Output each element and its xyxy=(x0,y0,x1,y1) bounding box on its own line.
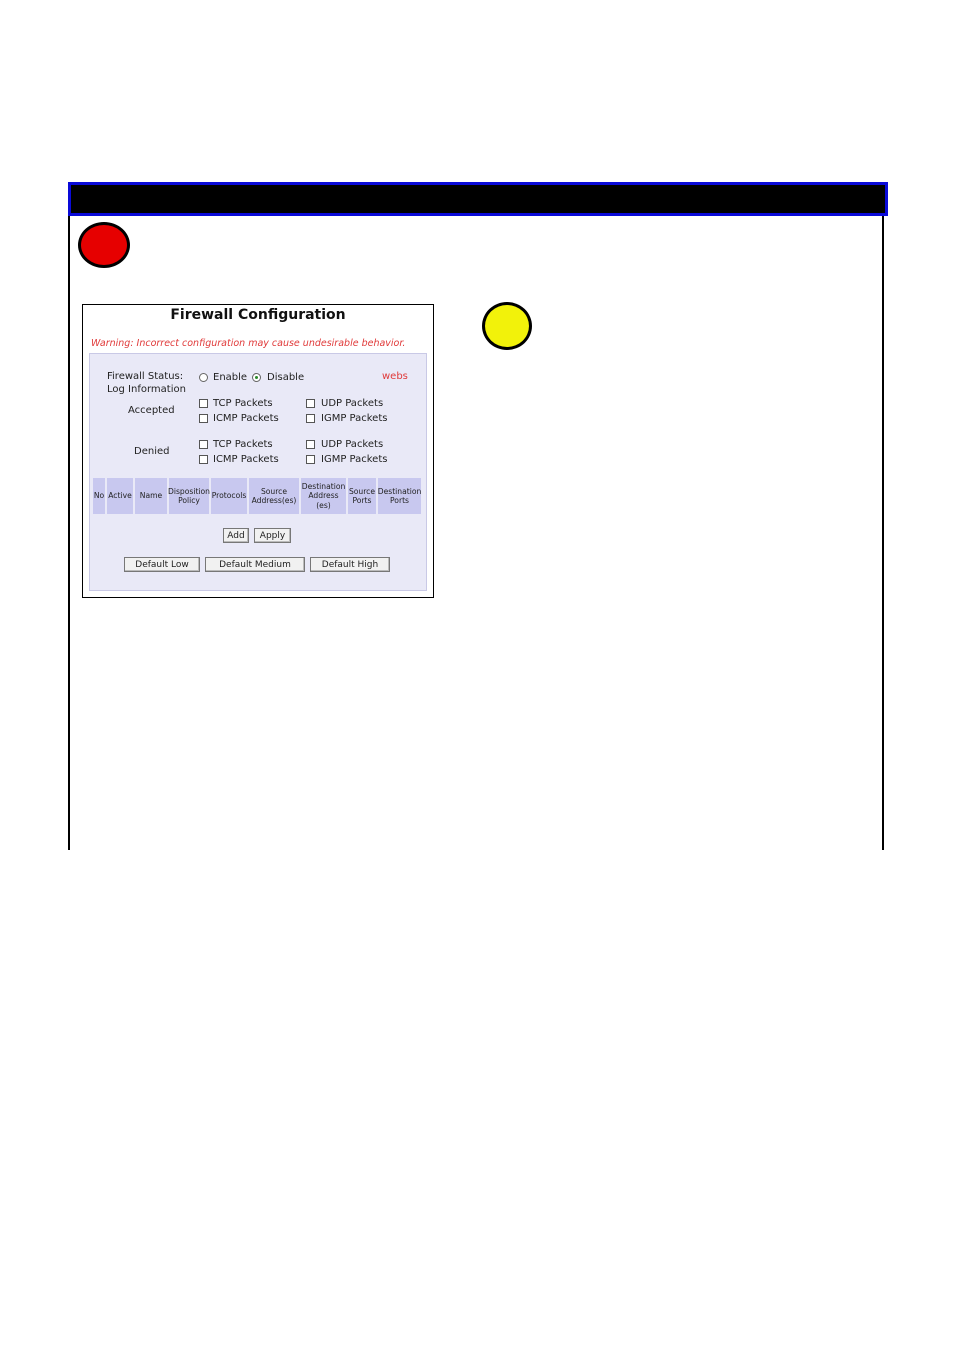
default-high-button[interactable]: Default High xyxy=(310,557,390,572)
denied-tcp-label: TCP Packets xyxy=(213,439,273,450)
firewall-status-label: Firewall Status: xyxy=(107,371,184,382)
denied-label: Denied xyxy=(134,446,170,457)
firewall-settings-panel xyxy=(89,353,427,591)
rules-table-body xyxy=(93,516,423,588)
yellow-marker-icon xyxy=(482,302,532,350)
column-header-disposition-policy: Disposition Policy xyxy=(169,478,209,514)
column-header-source-ports: Source Ports xyxy=(348,478,376,514)
column-header-no: No xyxy=(93,478,105,514)
warning-text: Warning: Incorrect configuration may cause undesirable behavior. xyxy=(91,338,406,349)
log-information-label: Log Information xyxy=(107,384,186,395)
accepted-udp-label: UDP Packets xyxy=(321,398,384,409)
accepted-icmp-checkbox[interactable] xyxy=(199,414,208,423)
disable-radio[interactable] xyxy=(252,373,261,382)
red-marker-icon xyxy=(78,222,130,268)
apply-button[interactable]: Apply xyxy=(254,528,291,543)
denied-udp-checkbox[interactable] xyxy=(306,440,315,449)
column-header-active: Active xyxy=(107,478,133,514)
denied-tcp-checkbox[interactable] xyxy=(199,440,208,449)
accepted-tcp-label: TCP Packets xyxy=(213,398,273,409)
column-header-source-addresses: Source Address(es) xyxy=(249,478,299,514)
accepted-igmp-label: IGMP Packets xyxy=(321,413,388,424)
disable-radio-label: Disable xyxy=(267,372,305,383)
section-header-bar xyxy=(68,182,888,216)
enable-radio-label: Enable xyxy=(213,372,248,383)
denied-igmp-checkbox[interactable] xyxy=(306,455,315,464)
default-low-button[interactable]: Default Low xyxy=(124,557,200,572)
column-header-name: Name xyxy=(135,478,167,514)
default-medium-button[interactable]: Default Medium xyxy=(205,557,305,572)
webs-link[interactable]: webs xyxy=(382,371,408,382)
column-header-protocols: Protocols xyxy=(211,478,247,514)
denied-icmp-checkbox[interactable] xyxy=(199,455,208,464)
accepted-igmp-checkbox[interactable] xyxy=(306,414,315,423)
denied-udp-label: UDP Packets xyxy=(321,439,384,450)
accepted-label: Accepted xyxy=(128,405,175,416)
column-header-destination-addresses: Destination Address (es) xyxy=(301,478,346,514)
firewall-configuration-screenshot xyxy=(82,304,434,598)
accepted-udp-checkbox[interactable] xyxy=(306,399,315,408)
accepted-icmp-label: ICMP Packets xyxy=(213,413,279,424)
accepted-tcp-checkbox[interactable] xyxy=(199,399,208,408)
add-button[interactable]: Add xyxy=(223,528,249,543)
denied-icmp-label: ICMP Packets xyxy=(213,454,279,465)
rules-table-header xyxy=(93,478,423,514)
page-title: Firewall Configuration xyxy=(170,307,346,323)
enable-radio[interactable] xyxy=(199,373,208,382)
column-header-destination-ports: Destination Ports xyxy=(378,478,421,514)
denied-igmp-label: IGMP Packets xyxy=(321,454,388,465)
